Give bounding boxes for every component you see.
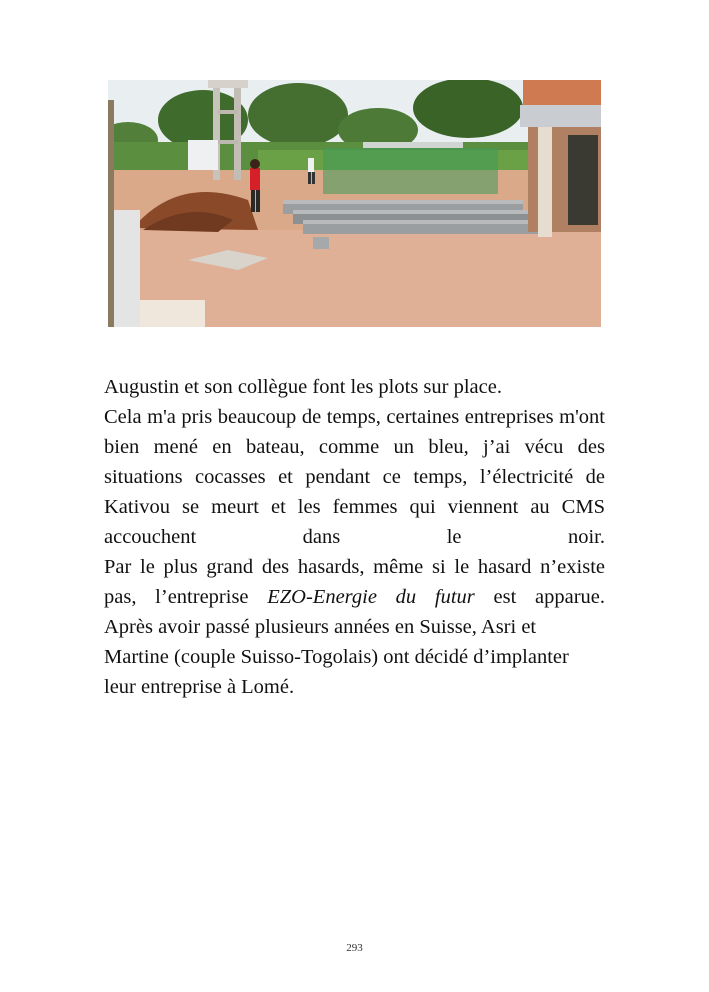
body-text [104,372,605,702]
paragraph-caption [104,372,605,402]
paragraph-2 [104,402,605,552]
paragraph-3 [104,552,605,612]
paragraph-3-text-after: est apparue. [474,586,605,608]
paragraph-4 [104,612,600,702]
page-number: 293 [346,942,363,954]
company-name: EZO-Energie du futur [267,586,475,608]
paragraph-3-text-before: Par le plus grand des hasards, même si le hasard n’existe pas, l’entreprise [104,556,605,608]
construction-site-photo [108,80,601,327]
paragraph-1-text: Augustin et son collègue font les plots sur place. [104,376,502,398]
paragraph-2-text: Cela m'a pris beaucoup de temps, certaines entreprises m'ont bien mené en bateau, comme un bleu, j’ai vécu des situations cocasses et pendant ce temps, l’électricité de Kativou se meurt et les femmes qui viennent au CMS accouchent dans le noir. [104,406,605,548]
paragraph-4-text: Après avoir passé plusieurs années en Suisse, Asri et Martine (couple Suisso-Togolais) ont décidé d’implanter leur entreprise à Lomé. [104,616,569,698]
